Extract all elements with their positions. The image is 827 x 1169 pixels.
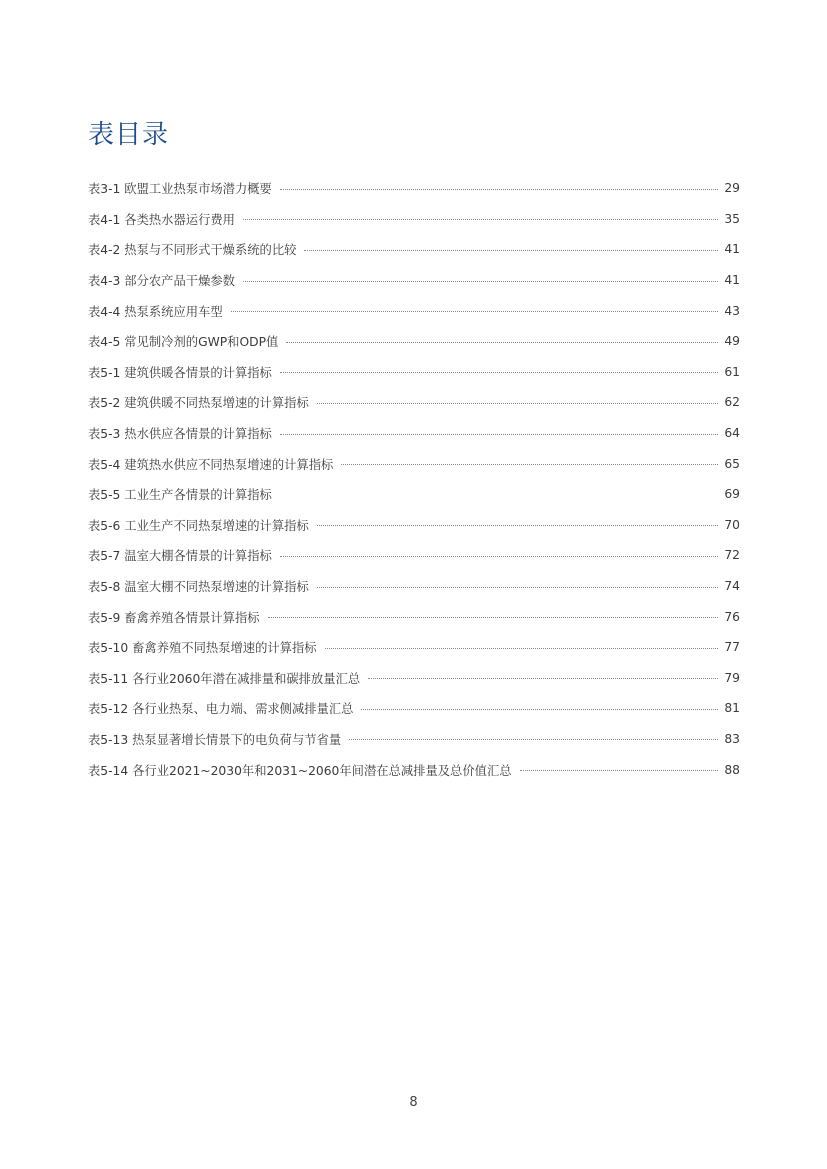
- toc-entry[interactable]: [88, 540, 740, 571]
- toc-entry[interactable]: [88, 479, 740, 510]
- toc-entry-page: 74: [724, 579, 740, 594]
- toc-entry[interactable]: [88, 265, 740, 296]
- toc-entry-label: 表5-11 各行业2060年潜在减排量和碳排放量汇总: [88, 671, 361, 686]
- toc-entry-page: 41: [724, 242, 740, 257]
- toc-entry[interactable]: [88, 326, 740, 357]
- toc-entry[interactable]: [88, 173, 740, 204]
- toc-entry[interactable]: [88, 724, 740, 755]
- toc-entry-page: 61: [724, 364, 740, 379]
- dot-leader: [317, 525, 718, 526]
- toc-entry-label: 表5-2 建筑供暖不同热泵增速的计算指标: [88, 396, 309, 411]
- toc-entry-page: 41: [724, 273, 740, 288]
- toc-entry[interactable]: [88, 632, 740, 663]
- toc-entry-page: 35: [724, 211, 740, 226]
- toc-entry-label: 表4-3 部分农产品干燥参数: [88, 274, 235, 289]
- toc-entry[interactable]: [88, 295, 740, 326]
- toc-entry[interactable]: [88, 448, 740, 479]
- toc-entry[interactable]: [88, 693, 740, 724]
- toc-entry[interactable]: [88, 571, 740, 602]
- toc-entry-label: 表4-2 热泵与不同形式干燥系统的比较: [88, 243, 297, 258]
- dot-leader: [280, 556, 718, 557]
- toc-entry[interactable]: [88, 754, 740, 785]
- toc-entry-label: 表4-1 各类热水器运行费用: [88, 212, 235, 227]
- toc-entry-label: 表5-4 建筑热水供应不同热泵增速的计算指标: [88, 457, 334, 472]
- toc-entry-label: 表3-1 欧盟工业热泵市场潜力概要: [88, 182, 272, 197]
- toc-entry[interactable]: [88, 234, 740, 265]
- dot-leader: [317, 587, 718, 588]
- dot-leader: [280, 189, 718, 190]
- toc-entry-label: 表5-5 工业生产各情景的计算指标: [88, 488, 272, 503]
- toc-entry-label: 表4-5 常见制冷剂的GWP和ODP值: [88, 335, 279, 350]
- toc-entry-page: 77: [724, 640, 740, 655]
- toc-entry-label: 表5-7 温室大棚各情景的计算指标: [88, 549, 272, 564]
- toc-entry[interactable]: [88, 357, 740, 388]
- toc-entry-page: 70: [724, 517, 740, 532]
- toc-entry[interactable]: [88, 387, 740, 418]
- toc-entry-page: 72: [724, 548, 740, 563]
- dot-leader: [341, 464, 718, 465]
- dot-leader: [280, 434, 718, 435]
- toc-entry-label: 表5-1 建筑供暖各情景的计算指标: [88, 365, 272, 380]
- toc-entry-page: 29: [724, 181, 740, 196]
- dot-leader: [325, 648, 718, 649]
- toc-entry-page: 64: [724, 426, 740, 441]
- dot-leader: [280, 372, 718, 373]
- table-of-tables: [88, 173, 740, 785]
- toc-entry[interactable]: [88, 601, 740, 632]
- dot-leader: [304, 250, 718, 251]
- toc-entry-page: 81: [724, 701, 740, 716]
- toc-entry-label: 表4-4 热泵系统应用车型: [88, 304, 223, 319]
- dot-leader: [361, 709, 718, 710]
- toc-entry-label: 表5-10 畜禽养殖不同热泵增速的计算指标: [88, 641, 317, 656]
- toc-entry-page: 83: [724, 731, 740, 746]
- toc-entry-page: 69: [724, 487, 740, 502]
- dot-leader: [368, 678, 718, 679]
- toc-entry-label: 表5-3 热水供应各情景的计算指标: [88, 427, 272, 442]
- toc-entry-page: 62: [724, 395, 740, 410]
- toc-entry-label: 表5-6 工业生产不同热泵增速的计算指标: [88, 518, 309, 533]
- page-number: 8: [409, 1095, 418, 1110]
- toc-entry-label: 表5-12 各行业热泵、电力端、需求侧减排量汇总: [88, 702, 354, 717]
- toc-entry[interactable]: [88, 663, 740, 694]
- toc-entry-page: 49: [724, 334, 740, 349]
- dot-leader: [349, 739, 718, 740]
- dot-leader: [317, 403, 718, 404]
- toc-entry-label: 表5-9 畜禽养殖各情景计算指标: [88, 610, 260, 625]
- toc-entry-page: 43: [724, 303, 740, 318]
- toc-entry-page: 79: [724, 670, 740, 685]
- toc-entry-page: 65: [724, 456, 740, 471]
- toc-entry[interactable]: [88, 418, 740, 449]
- dot-leader: [231, 311, 718, 312]
- dot-leader: [286, 342, 718, 343]
- dot-leader: [243, 219, 718, 220]
- page-title: 表目录: [88, 120, 170, 150]
- toc-entry-label: 表5-13 热泵显著增长情景下的电负荷与节省量: [88, 732, 342, 747]
- toc-entry-page: 76: [724, 609, 740, 624]
- toc-entry-label: 表5-8 温室大棚不同热泵增速的计算指标: [88, 580, 309, 595]
- toc-entry-label: 表5-14 各行业2021~2030年和2031~2060年间潜在总减排量及总价值汇总: [88, 763, 512, 778]
- toc-entry[interactable]: [88, 204, 740, 235]
- toc-entry[interactable]: [88, 510, 740, 541]
- dot-leader: [520, 770, 718, 771]
- dot-leader: [243, 281, 718, 282]
- toc-entry-page: 88: [724, 762, 740, 777]
- dot-leader: [268, 617, 718, 618]
